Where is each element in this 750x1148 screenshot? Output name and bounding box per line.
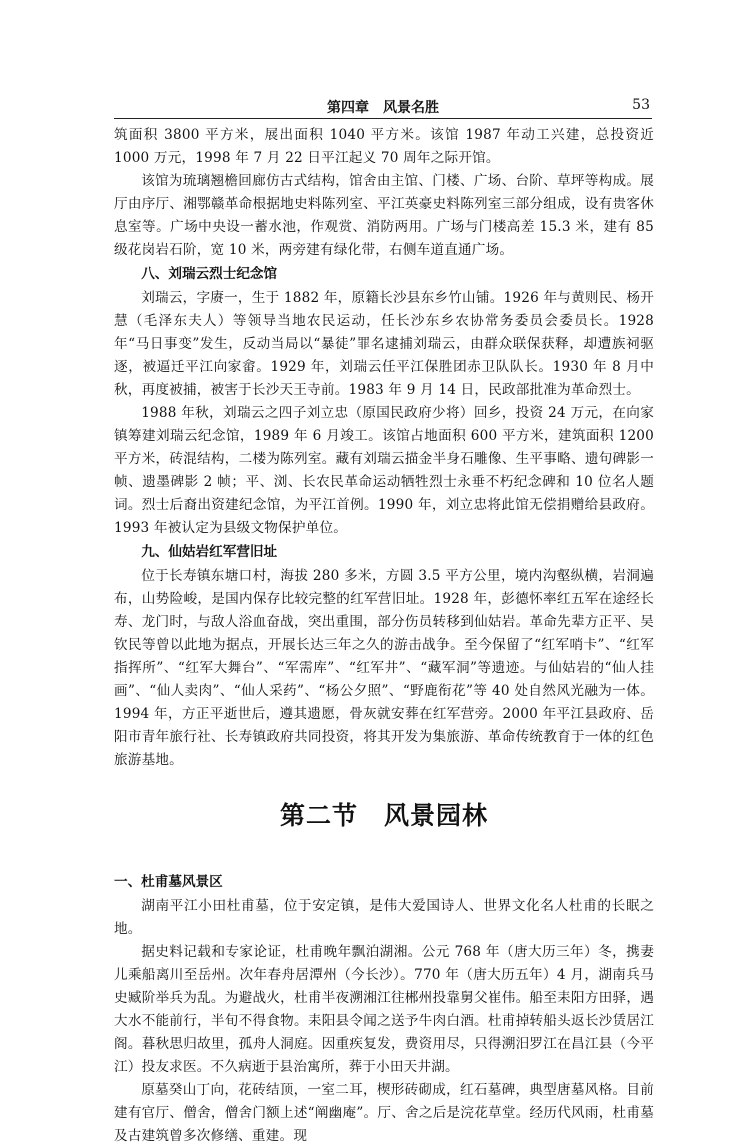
paragraph: 刘瑞云，字赓一，生于 1882 年，原籍长沙县东乡竹山铺。1926 年与黄则民、杨开慧（毛泽东夫人）等领导当地农民运动，任长沙东乡农协常务委员会委员长。1928 年“马日事变”发生，反动当局以“暴徒”罪名逮捕刘瑞云，由群众联保获释，却遭族祠驱逐，被逼迁平江向家畲。1929 年，刘瑞云任平江保胜团赤卫队队长。1930 年 8 月中秋，再度被捕，被害于长沙天王寺前。1983 年 9 月 14 日，民政部批准为革命烈士。 (114, 290, 654, 398)
section-number: 第二节 (279, 801, 358, 830)
section-heading-xianguyan-red-army-camp: 九、仙姑岩红军营旧址 (141, 544, 278, 560)
paragraph: 原墓癸山丁向，花砖结顶，一室二耳，楔形砖砌成，红石墓碑，典型唐墓风格。目前建有官厅、僧舍，僧舍门额上述“阐幽庵”。厅、舍之后是浣花草堂。经历代风雨，杜甫墓及古建筑曾多次修缮、重建。现 (114, 1082, 654, 1144)
paragraph: 筑面积 3800 平方米，展出面积 1040 平方米。该馆 1987 年动工兴建，总投资近 1000 万元，1998 年 7 月 22 日平江起义 70 周年之际开馆。 (114, 127, 654, 166)
chapter-section-title (114, 800, 654, 832)
paragraph: 1988 年秋，刘瑞云之四子刘立忠（原国民政府少将）回乡，投资 24 万元，在向家镇筹建刘瑞云纪念馆，1989 年 6 月竣工。该馆占地面积 600 平方米，建筑面积 1200 平方米，砖混结构，二楼为陈列室。藏有刘瑞云描金半身石雕像、生平事略、遗句碑影一帧、遗墨碑影 2 帧；平、浏、长农民革命运动牺牲烈士永垂不朽纪念碑和 10 位名人题词。烈士后裔出资建纪念馆，为平江首例。1990 年，刘立忠将此馆无偿捐赠给县政府。1993 年被认定为县级文物保护单位。 (114, 405, 654, 536)
paragraph: 位于长寿镇东塘口村，海拔 280 多米，方圆 3.5 平方公里，境内沟壑纵横，岩洞遍布，山势险峻，是国内保存比较完整的红军营旧址。1928 年，彭德怀率红五军在途经长寿、龙门时，与敌人浴血奋战，突出重围，部分伤员转移到仙姑岩。革命先辈方正平、吴钦民等曾以此地为据点，开展长达三年之久的游击战争。至今保留了“红军哨卡”、“红军指挥所”、“红军大舞台”、“军需库”、“红军井”、“藏军洞”等遗迹。与仙姑岩的“仙人挂画”、“仙人卖肉”、“仙人采药”、“杨公夕照”、“野鹿衔花”等 40 处自然风光融为一体。1994 年，方正平逝世后，遵其遗愿，骨灰就安葬在红军营旁。2000 年平江县政府、岳阳市青年旅行社、长寿镇政府共同投资，将其开发为集旅游、革命传统教育于一体的红色旅游基地。 (114, 568, 654, 768)
page-body (114, 124, 654, 1148)
section-heading-du-fu-tomb: 一、杜甫墓风景区 (114, 874, 223, 890)
paragraph: 据史料记载和专家论证，杜甫晚年飘泊湖湘。公元 768 年（唐大历三年）冬，携妻儿乘船离川至岳州。次年春舟居潭州（今长沙）。770 年（唐大历五年）4 月，湖南兵马史臧阶举兵为乱。为避战火，杜甫半夜溯湘江往郴州投靠舅父崔伟。船至耒阳方田驿，遇大水不能前行，半旬不得食物。耒阳县令闻之送予牛肉白酒。杜甫掉转船头返长沙赁居江阁。暮秋思归故里，孤舟人洞庭。因重疾复发，费资用尽，只得溯汨罗江在昌江县（今平江）投友求医。不久病逝于县治寓所，葬于小田天井湖。 (114, 944, 654, 1075)
paragraph: 湖南平江小田杜甫墓，位于安定镇，是伟大爱国诗人、世界文化名人杜甫的长眠之地。 (114, 898, 654, 937)
chapter-title: 第四章 风景名胜 (327, 100, 439, 116)
section-heading-liu-ruiyun-memorial: 八、刘瑞云烈士纪念馆 (141, 266, 278, 282)
page-header (114, 96, 652, 119)
section-name: 风景园林 (384, 801, 489, 830)
page-number: 53 (632, 97, 650, 113)
paragraph: 该馆为琉璃翘檐回廊仿古式结构，馆舍由主馆、门楼、广场、台阶、草坪等构成。展厅由序厅、湘鄂赣革命根据地史料陈列室、平江英豪史料陈列室三部分组成，设有贵客休息室等。广场中央设一蓄水池，作观赏、消防两用。广场与门楼高差 15.3 米，建有 85 级花岗岩石阶，宽 10 米，两旁建有绿化带，右侧车道直通广场。 (114, 173, 654, 258)
